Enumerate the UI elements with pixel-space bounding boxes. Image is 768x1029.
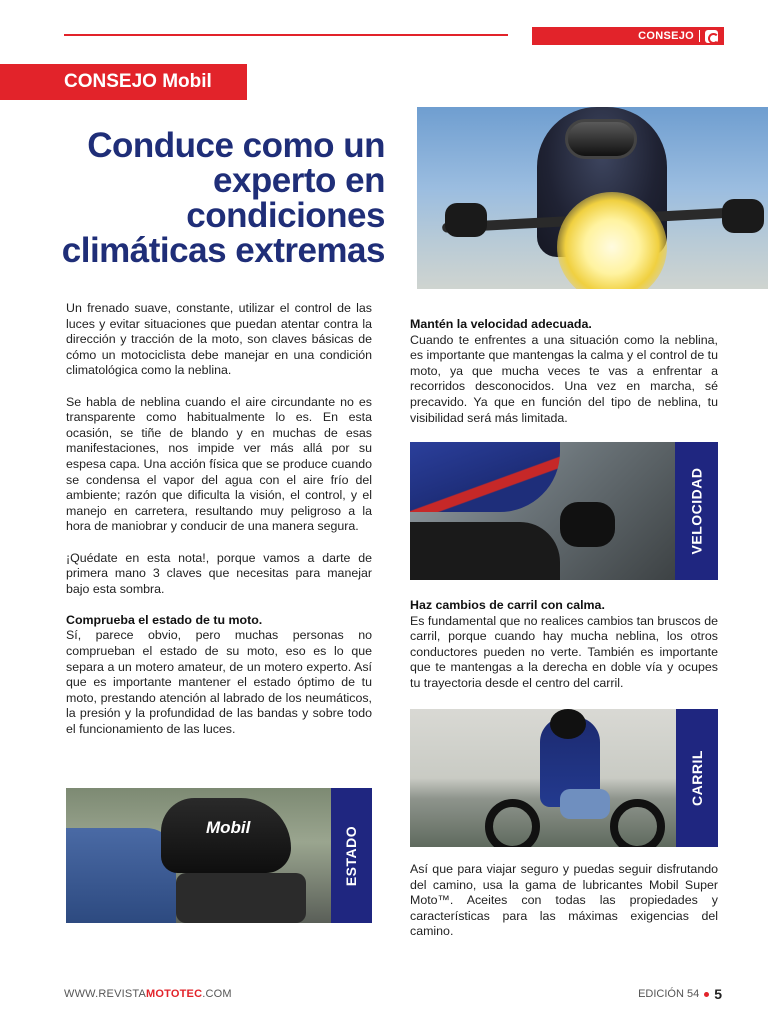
tank-brand-logo: Mobil (206, 818, 251, 837)
rider-arm (410, 442, 560, 512)
estado-label (331, 788, 372, 923)
helmet-visor (565, 119, 637, 159)
header-rule (64, 34, 508, 36)
intro-paragraph: Un frenado suave, constante, utilizar el control de las luces y evitar situaciones que puedan atentar contra la dirección y tracción de la moto, son claves básicas de cómo un motociclista debe manejar en una condición climatológica como la neblina. (66, 301, 372, 378)
glove-right (722, 199, 764, 233)
estado-heading: Comprueba el estado de tu moto. (66, 612, 263, 627)
rider-leg (66, 828, 176, 923)
carril-text (410, 598, 718, 692)
closing-paragraph: Así que para viajar seguro y puedas seguir disfrutando del camino, usa la gama de lubricantes Mobil Super Moto™. Aceites con todas las propiedades y características para las máximas exigencias del camino. (410, 862, 718, 939)
front-wheel (485, 799, 540, 847)
bullet-dot (704, 992, 709, 997)
magazine-logo-icon (705, 30, 718, 43)
section-tag-label: CONSEJO (638, 30, 694, 42)
carril-heading: Haz cambios de carril con calma. (410, 598, 605, 612)
glove (560, 502, 615, 547)
page-number: 5 (714, 986, 722, 1002)
velocidad-heading: Mantén la velocidad adecuada. (410, 317, 592, 331)
estado-label-text: ESTADO (343, 825, 360, 886)
closing-text (410, 862, 718, 940)
section-tag (532, 27, 724, 45)
carril-photo (410, 709, 676, 847)
velocidad-label-text: VELOCIDAD (688, 467, 705, 555)
hero-photo-rider-headlight (417, 107, 768, 289)
url-brand: MOTOTEC (146, 988, 203, 1000)
engine (176, 873, 306, 923)
rear-wheel (610, 799, 665, 847)
fuel-tank (410, 522, 560, 580)
velocidad-paragraph: Cuando te enfrentes a una situación como la neblina, es importante que mantengas la calma y el control de tu moto, ya que mucha veces te vas a enfrentar a recorridos desconocidos. Una vez en marcha, sé precavido. Ya que en función del tipo de neblina, tu visibilidad será más limitada. (410, 332, 718, 425)
headline-line: condiciones (186, 196, 385, 235)
estado-photo (66, 788, 331, 923)
url-suffix: .COM (202, 988, 232, 1000)
estado-paragraph: Sí, parece obvio, pero muchas personas no comprueban el estado de su moto, eso es lo que separa a un motero amateur, de un motero experto. Así que es importante mantener el estado óptimo de tu moto, prestando atención al labrado de los neumáticos, la presión y la profundidad de las bandas y sobre todo el funcionamiento de las luces. (66, 628, 372, 737)
carril-label-text: CARRIL (689, 750, 706, 806)
velocidad-label (675, 442, 718, 580)
rider-jeans (560, 789, 610, 819)
velocidad-photo (410, 442, 675, 580)
divider (699, 30, 700, 42)
left-column-text (66, 301, 372, 738)
velocidad-text (410, 317, 718, 426)
headline-line: Conduce como un (87, 126, 385, 165)
claves-paragraph: ¡Quédate en esta nota!, porque vamos a darte de primera mano 3 claves que necesitas para manejar bajo esta sombra. (66, 550, 372, 596)
headline-line: experto en (213, 161, 385, 200)
carril-paragraph: Es fundamental que no realices cambios tan bruscos de carril, porque cuando hay mucha neblina, los otros conductores pueden no verte. También es importante que te mantengas a la derecha en doble vía y ocupes tu trayectoria desde el centro del carril. (410, 613, 718, 690)
url-prefix: WWW.REVISTA (64, 988, 147, 1000)
carril-label (676, 709, 718, 847)
headline-line: climáticas extremas (61, 231, 385, 270)
section-banner: CONSEJO Mobil (0, 64, 247, 100)
footer-website (64, 988, 232, 1000)
article-headline (25, 128, 385, 268)
helmet (550, 709, 586, 739)
glove-left (445, 203, 487, 237)
edition-label: EDICIÓN 54 (638, 988, 700, 1000)
footer-edition (638, 986, 722, 1002)
neblina-paragraph: Se habla de neblina cuando el aire circundante no es transparente como habitualmente lo es. En esta ocasión, se tiñe de blando y en muchas de esas manifestaciones, nos impide ver más allá por su espesa capa. Una acción física que se produce cuando se condensa el vapor del agua con el aire frío del ambiente; razón que dificulta la visión, el control, y el manejo en carretera, resultando muy peligroso a la hora de maniobrar y conducir de una manera segura. (66, 394, 372, 534)
